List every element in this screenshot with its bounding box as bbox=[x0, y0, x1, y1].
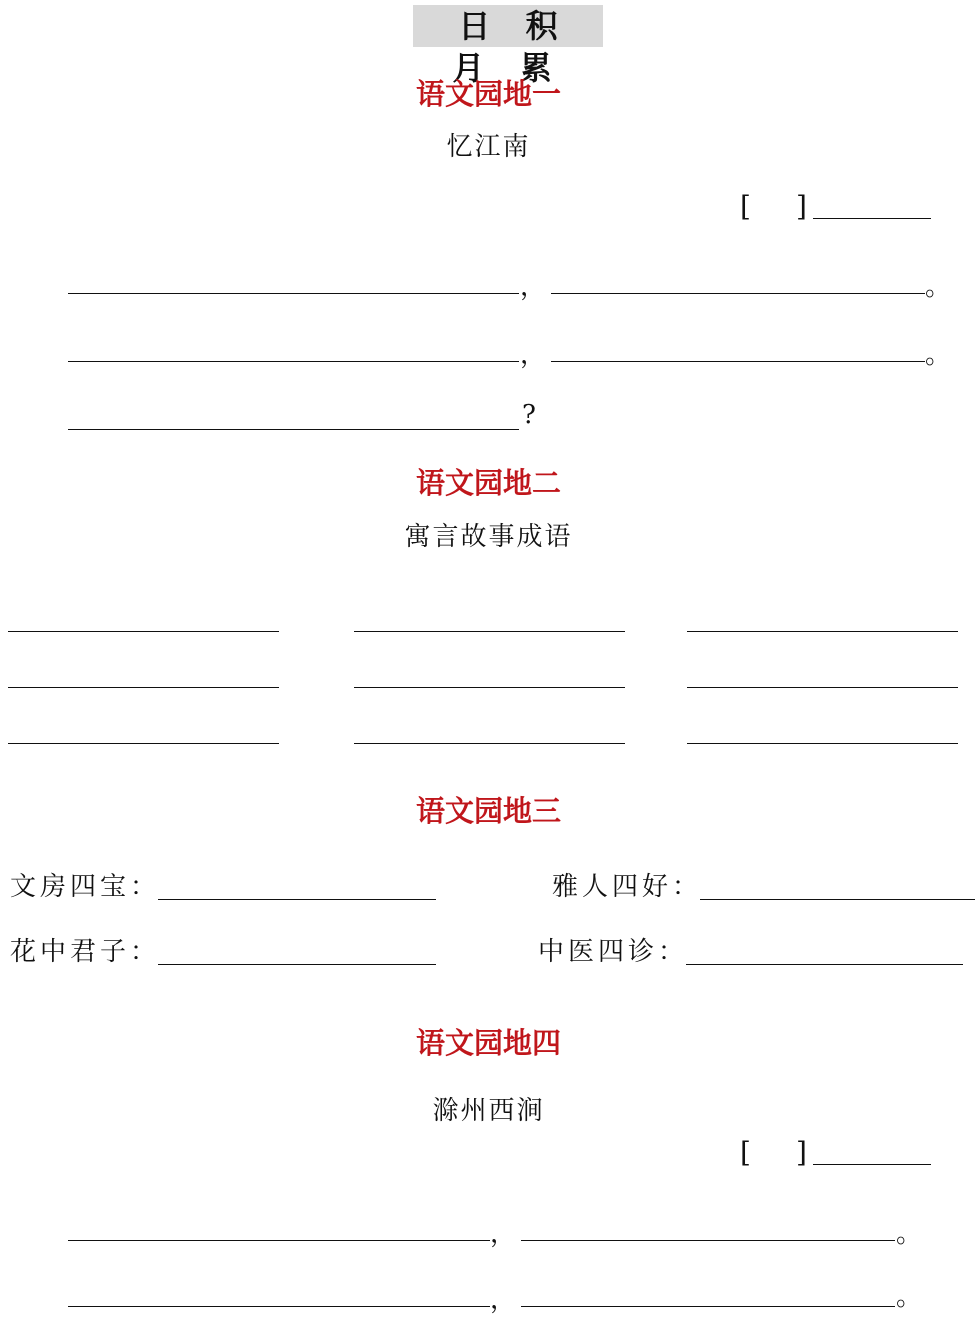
section-1-heading: 语文园地一 bbox=[415, 77, 561, 111]
comma: ， bbox=[490, 1285, 517, 1315]
idiom-blank-4[interactable] bbox=[8, 687, 279, 688]
idiom-blank-2[interactable] bbox=[354, 631, 625, 632]
author-bracket-close-1: ] bbox=[796, 190, 807, 223]
section-4-heading: 语文园地四 bbox=[415, 1026, 561, 1060]
idiom-blank-8[interactable] bbox=[354, 743, 625, 744]
idiom-blank-7[interactable] bbox=[8, 743, 279, 744]
item-blank-3[interactable] bbox=[158, 964, 436, 965]
poem-1-line-1b-blank[interactable] bbox=[551, 293, 925, 294]
poem-1-line-2b-blank[interactable] bbox=[551, 361, 925, 362]
idiom-blank-6[interactable] bbox=[687, 687, 958, 688]
page-title: 日 积 月 累 bbox=[413, 5, 603, 47]
idiom-blank-1[interactable] bbox=[8, 631, 279, 632]
idiom-blank-5[interactable] bbox=[354, 687, 625, 688]
comma: ， bbox=[520, 340, 547, 370]
item-label: 中医四诊： bbox=[538, 937, 689, 967]
author-bracket-close-2: ] bbox=[796, 1136, 807, 1169]
period: 。 bbox=[896, 1282, 923, 1312]
author-blank-2[interactable] bbox=[813, 1164, 931, 1165]
comma: ， bbox=[490, 1219, 517, 1249]
poem-1-line-3-blank[interactable] bbox=[68, 429, 519, 430]
item-label: 雅人四好： bbox=[552, 872, 703, 902]
poem-2-line-2b-blank[interactable] bbox=[521, 1306, 895, 1307]
idiom-blank-3[interactable] bbox=[687, 631, 958, 632]
poem-title-1: 忆江南 bbox=[446, 132, 531, 162]
poem-1-line-2a-blank[interactable] bbox=[68, 361, 519, 362]
poem-2-line-2a-blank[interactable] bbox=[68, 1306, 490, 1307]
author-bracket-open-2: [ bbox=[740, 1136, 751, 1169]
item-blank-2[interactable] bbox=[700, 899, 975, 900]
item-label: 文房四宝： bbox=[10, 872, 161, 902]
idiom-blank-9[interactable] bbox=[687, 743, 958, 744]
poem-1-line-1a-blank[interactable] bbox=[68, 293, 519, 294]
period: 。 bbox=[896, 1219, 923, 1249]
item-blank-4[interactable] bbox=[686, 964, 963, 965]
poem-2-line-1a-blank[interactable] bbox=[68, 1240, 490, 1241]
author-bracket-open-1: [ bbox=[740, 190, 751, 223]
item-blank-1[interactable] bbox=[158, 899, 436, 900]
item-label: 花中君子： bbox=[10, 937, 161, 967]
question-mark: ? bbox=[522, 400, 536, 430]
author-blank-1[interactable] bbox=[813, 218, 931, 219]
period: 。 bbox=[925, 340, 952, 370]
idioms-title: 寓言故事成语 bbox=[404, 522, 573, 552]
poem-title-2: 滁州西涧 bbox=[432, 1096, 545, 1126]
section-2-heading: 语文园地二 bbox=[415, 466, 561, 500]
comma: ， bbox=[520, 272, 547, 302]
poem-2-line-1b-blank[interactable] bbox=[521, 1240, 895, 1241]
section-3-heading: 语文园地三 bbox=[415, 794, 561, 828]
period: 。 bbox=[925, 272, 952, 302]
